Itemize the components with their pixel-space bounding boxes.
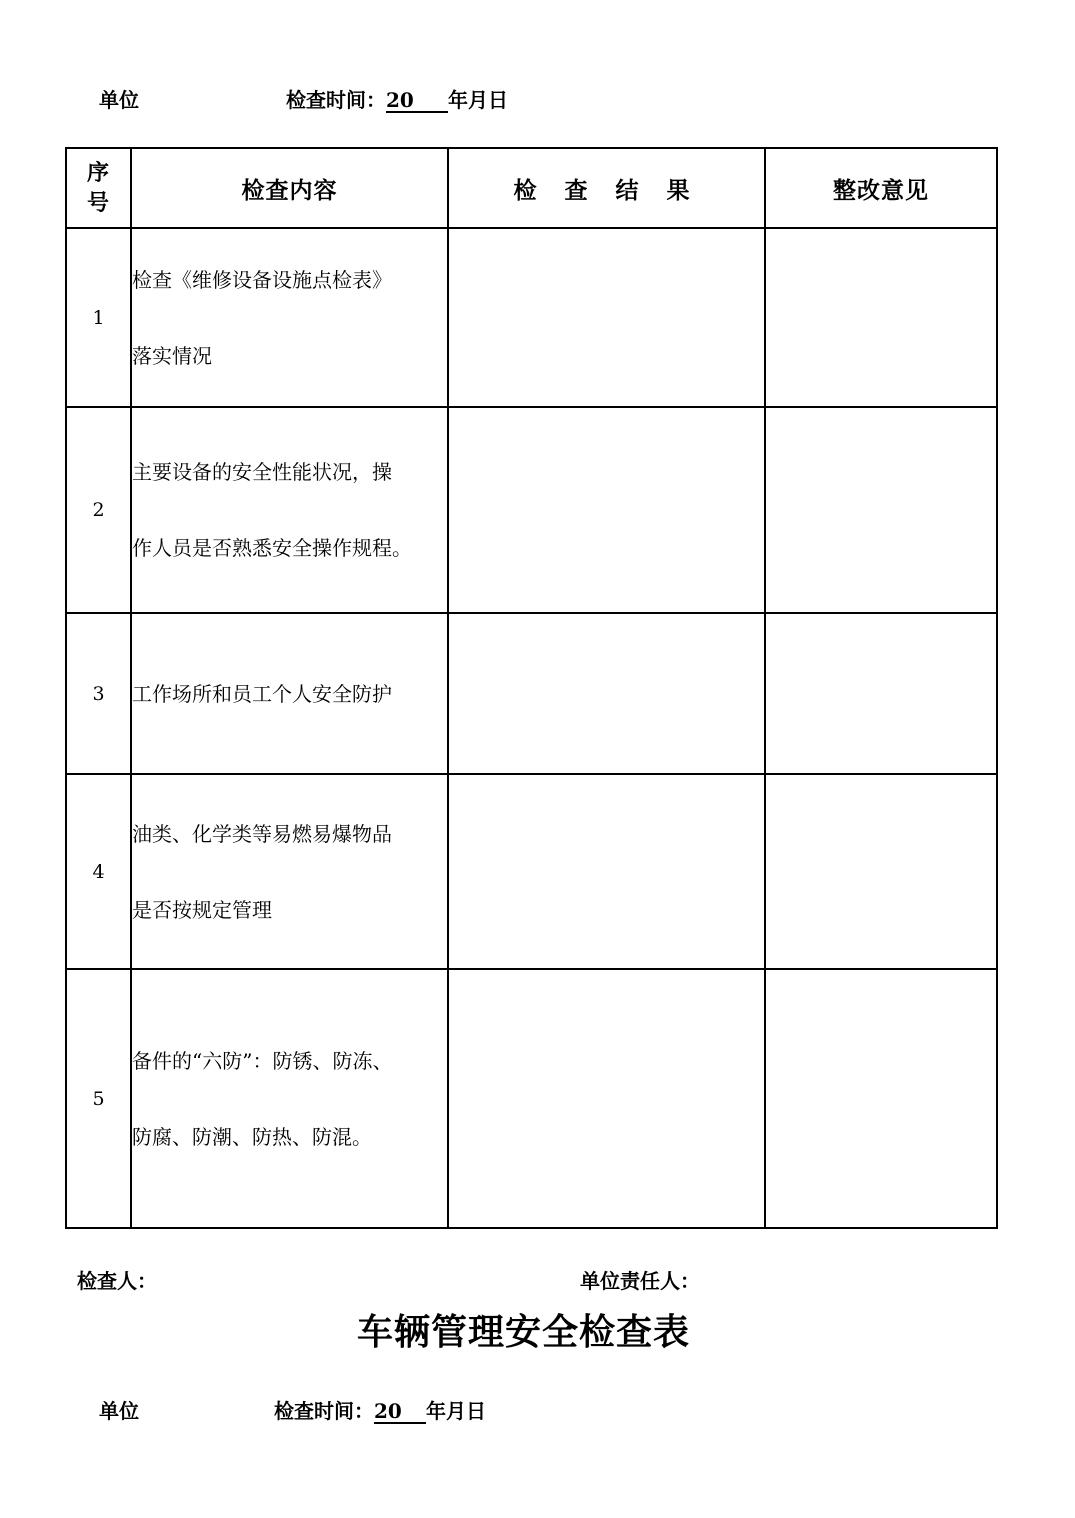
header-seq bbox=[66, 148, 131, 228]
row-content-line2: 是否按规定管理 bbox=[132, 897, 272, 922]
row-number: 2 bbox=[66, 407, 131, 613]
inspection-table bbox=[65, 147, 998, 1229]
date-suffix-2: 年月日 bbox=[426, 1399, 486, 1423]
rectification-cell[interactable] bbox=[765, 774, 997, 969]
row-content-line2: 防腐、防潮、防热、防混。 bbox=[132, 1124, 372, 1149]
row-content bbox=[131, 613, 448, 774]
header-rectification: 整改意见 bbox=[765, 148, 997, 228]
result-cell[interactable] bbox=[448, 613, 765, 774]
table-header-row bbox=[66, 148, 997, 228]
unit-label: 单位 bbox=[99, 88, 139, 112]
row-number: 3 bbox=[66, 613, 131, 774]
row-content bbox=[131, 407, 448, 613]
row-number: 1 bbox=[66, 228, 131, 407]
inspection-time-label-2: 检查时间： bbox=[274, 1399, 374, 1423]
rectification-cell[interactable] bbox=[765, 407, 997, 613]
form-title: 车辆管理安全检查表 bbox=[357, 1311, 691, 1353]
year-blank-2: 20 bbox=[374, 1401, 426, 1424]
table-row bbox=[66, 969, 997, 1228]
unit-label-2: 单位 bbox=[99, 1399, 139, 1423]
inspection-time-2 bbox=[274, 1395, 486, 1424]
year-blank: 20 bbox=[386, 90, 448, 113]
rectification-cell[interactable] bbox=[765, 969, 997, 1228]
row-content-line1: 工作场所和员工个人安全防护 bbox=[132, 681, 392, 706]
row-content-line2: 作人员是否熟悉安全操作规程。 bbox=[132, 536, 412, 560]
table-row bbox=[66, 613, 997, 774]
header-seq-line2: 号 bbox=[86, 190, 110, 216]
date-suffix: 年月日 bbox=[448, 88, 508, 112]
inspector-label: 检查人： bbox=[77, 1269, 157, 1293]
inspection-time bbox=[286, 84, 508, 113]
result-cell[interactable] bbox=[448, 969, 765, 1228]
table-row bbox=[66, 774, 997, 969]
inspection-time-label: 检查时间： bbox=[286, 88, 386, 112]
row-content-line1: 备件的“六防”：防锈、防冻、 bbox=[132, 1048, 393, 1073]
rectification-cell[interactable] bbox=[765, 228, 997, 407]
result-cell[interactable] bbox=[448, 774, 765, 969]
table-row bbox=[66, 228, 997, 407]
row-content bbox=[131, 774, 448, 969]
row-number: 4 bbox=[66, 774, 131, 969]
row-number: 5 bbox=[66, 969, 131, 1228]
header-content: 检查内容 bbox=[131, 148, 448, 228]
header-result: 检 查 结 果 bbox=[448, 148, 765, 228]
rectification-cell[interactable] bbox=[765, 613, 997, 774]
row-content bbox=[131, 228, 448, 407]
row-content-line1: 主要设备的安全性能状况，操 bbox=[132, 460, 392, 484]
row-content bbox=[131, 969, 448, 1228]
table-row bbox=[66, 407, 997, 613]
row-content-line1: 油类、化学类等易燃易爆物品 bbox=[132, 821, 392, 846]
result-cell[interactable] bbox=[448, 407, 765, 613]
row-content-line1: 检查《维修设备设施点检表》 bbox=[132, 267, 392, 292]
row-content-line2: 落实情况 bbox=[132, 343, 212, 368]
header-seq-line1: 序 bbox=[86, 160, 110, 186]
responsible-person-label: 单位责任人： bbox=[580, 1269, 700, 1293]
result-cell[interactable] bbox=[448, 228, 765, 407]
